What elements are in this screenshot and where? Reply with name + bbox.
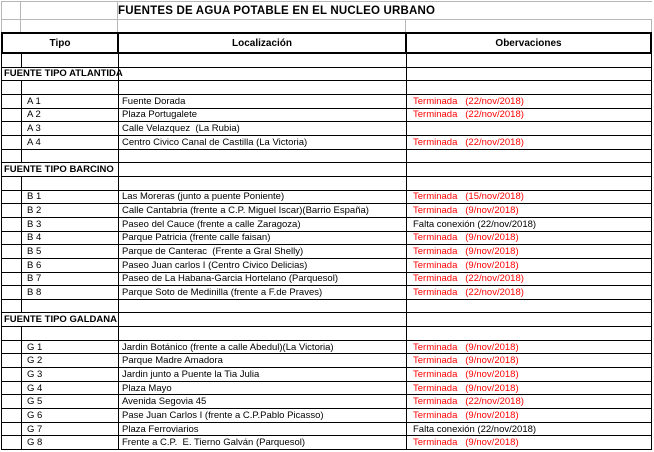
cell-localizacion[interactable]: Paseo del Cauce (frente a calle Zaragoza) bbox=[119, 218, 407, 231]
cell-blank[interactable] bbox=[2, 204, 22, 217]
cell-blank[interactable] bbox=[2, 109, 22, 122]
cell-blank[interactable] bbox=[407, 68, 652, 81]
cell-blank[interactable] bbox=[119, 177, 407, 190]
cell-tipo[interactable]: G 6 bbox=[22, 409, 119, 422]
section-row-galdana bbox=[1, 313, 652, 327]
cell-blank[interactable] bbox=[2, 423, 22, 436]
cell-tipo[interactable]: A 4 bbox=[22, 136, 119, 149]
cell-blank[interactable] bbox=[119, 150, 407, 163]
cell-observaciones[interactable]: Terminada (9/nov/2018) bbox=[407, 259, 652, 272]
page-title[interactable]: FUENTES DE AGUA POTABLE EN EL NUCLEO URBANO bbox=[118, 4, 436, 17]
table-row bbox=[1, 436, 652, 450]
cell-blank[interactable] bbox=[407, 163, 652, 176]
cell-localizacion[interactable]: Calle Velazquez (La Rubia) bbox=[119, 122, 407, 135]
cell-tipo[interactable]: A 2 bbox=[22, 109, 119, 122]
cell-localizacion[interactable]: Fuente Dorada bbox=[119, 95, 407, 108]
cell-blank[interactable] bbox=[22, 177, 119, 190]
blank-row bbox=[1, 54, 652, 68]
cell-tipo[interactable]: G 8 bbox=[22, 436, 119, 449]
cell-observaciones[interactable]: Falta conexión (22/nov/2018) bbox=[407, 423, 652, 436]
blank-row bbox=[1, 81, 652, 95]
title-row bbox=[1, 1, 652, 20]
cell-blank[interactable] bbox=[407, 313, 652, 326]
cell-blank[interactable] bbox=[2, 395, 22, 408]
cell-localizacion[interactable]: Avenida Segovia 45 bbox=[119, 395, 407, 408]
cell-blank[interactable] bbox=[22, 327, 119, 340]
cell-tipo[interactable]: A 1 bbox=[22, 95, 119, 108]
table-row bbox=[1, 368, 652, 382]
cell-blank[interactable] bbox=[119, 54, 407, 67]
cell-blank[interactable] bbox=[406, 20, 652, 32]
cell-blank[interactable] bbox=[407, 300, 652, 313]
cell-observaciones[interactable]: Terminada (22/nov/2018) bbox=[407, 273, 652, 286]
cell-observaciones[interactable]: Terminada (9/nov/2018) bbox=[407, 354, 652, 367]
cell-blank[interactable] bbox=[2, 136, 22, 149]
table-row bbox=[1, 273, 652, 287]
table-row bbox=[1, 95, 652, 109]
header-observaciones[interactable]: Obervaciones bbox=[407, 34, 652, 52]
cell-blank[interactable] bbox=[2, 327, 22, 340]
cell-observaciones[interactable]: Terminada (22/nov/2018) bbox=[407, 395, 652, 408]
cell-blank[interactable] bbox=[2, 368, 22, 381]
table-row bbox=[1, 259, 652, 273]
cell-blank[interactable] bbox=[119, 81, 407, 94]
cell-tipo[interactable]: G 4 bbox=[22, 382, 119, 395]
cell-blank[interactable] bbox=[119, 68, 407, 81]
table-row bbox=[1, 204, 652, 218]
cell-observaciones[interactable]: Terminada (22/nov/2018) bbox=[407, 286, 652, 299]
cell-localizacion[interactable]: Plaza Mayo bbox=[119, 382, 407, 395]
cell-blank[interactable] bbox=[407, 150, 652, 163]
table-row bbox=[1, 286, 652, 300]
cell-blank[interactable] bbox=[2, 122, 22, 135]
blank-row bbox=[1, 327, 652, 341]
cell-blank[interactable] bbox=[22, 54, 119, 67]
cell-observaciones[interactable]: Terminada (22/nov/2018) bbox=[407, 95, 652, 108]
cell-localizacion[interactable]: Plaza Portugalete bbox=[119, 109, 407, 122]
section-title[interactable]: FUENTE TIPO BARCINO bbox=[2, 163, 119, 176]
cell-blank[interactable] bbox=[407, 177, 652, 190]
cell-blank[interactable] bbox=[1, 20, 21, 32]
cell-observaciones[interactable]: Terminada (22/nov/2018) bbox=[407, 136, 652, 149]
section-row-atlantida bbox=[1, 68, 652, 82]
cell-tipo[interactable]: B 4 bbox=[22, 232, 119, 245]
table-row bbox=[1, 382, 652, 396]
cell-blank[interactable] bbox=[2, 218, 22, 231]
cell-localizacion[interactable]: Parque Madre Amadora bbox=[119, 354, 407, 367]
cell-observaciones[interactable] bbox=[407, 122, 652, 135]
cell-localizacion[interactable]: Plaza Ferroviarios bbox=[119, 423, 407, 436]
table-row bbox=[1, 395, 652, 409]
cell-blank[interactable] bbox=[119, 163, 407, 176]
cell-blank[interactable] bbox=[119, 300, 407, 313]
cell-tipo[interactable]: B 2 bbox=[22, 204, 119, 217]
table-row bbox=[1, 423, 652, 437]
blank-row bbox=[1, 150, 652, 164]
cell-observaciones[interactable]: Terminada (9/nov/2018) bbox=[407, 409, 652, 422]
cell-blank[interactable] bbox=[407, 327, 652, 340]
cell-observaciones[interactable]: Falta conexión (22/nov/2018) bbox=[407, 218, 652, 231]
cell-blank[interactable] bbox=[2, 286, 22, 299]
cell-localizacion[interactable]: Paseo Juan carlos I (Centro Civico Delicias) bbox=[119, 259, 407, 272]
cell-blank[interactable] bbox=[407, 81, 652, 94]
cell-localizacion[interactable]: Parque Patricia (frente calle faisan) bbox=[119, 232, 407, 245]
cell-blank[interactable] bbox=[2, 382, 22, 395]
cell-observaciones[interactable]: Terminada (9/nov/2018) bbox=[407, 232, 652, 245]
cell-localizacion[interactable]: Parque Soto de Medinilla (frente a F.de Praves) bbox=[119, 286, 407, 299]
cell-tipo[interactable]: B 8 bbox=[22, 286, 119, 299]
cell-observaciones[interactable]: Terminada (9/nov/2018) bbox=[407, 341, 652, 354]
section-title[interactable]: FUENTE TIPO ATLANTIDA bbox=[4, 68, 123, 80]
header-tipo[interactable]: Tipo bbox=[3, 34, 119, 52]
cell-localizacion[interactable]: Centro Civico Canal de Castilla (La Victoria) bbox=[119, 136, 407, 149]
section-title[interactable]: FUENTE TIPO GALDANA bbox=[2, 313, 119, 326]
cell-localizacion[interactable]: Parque de Canterac (Frente a Gral Shelly) bbox=[119, 245, 407, 258]
cell-blank[interactable] bbox=[21, 2, 118, 19]
cell-localizacion[interactable]: Pase Juan Carlos I (frente a C.P.Pablo Picasso) bbox=[119, 409, 407, 422]
table-row bbox=[1, 136, 652, 150]
cell-blank[interactable] bbox=[2, 341, 22, 354]
column-header-row bbox=[1, 32, 652, 54]
cell-tipo[interactable]: B 5 bbox=[22, 245, 119, 258]
cell-tipo[interactable]: A 3 bbox=[22, 122, 119, 135]
table-row bbox=[1, 354, 652, 368]
cell-blank[interactable] bbox=[2, 409, 22, 422]
cell-blank[interactable] bbox=[22, 300, 119, 313]
cell-blank[interactable] bbox=[22, 81, 119, 94]
cell-blank[interactable] bbox=[119, 313, 407, 326]
cell-tipo[interactable]: G 2 bbox=[22, 354, 119, 367]
cell-blank[interactable] bbox=[2, 54, 22, 67]
cell-tipo[interactable]: G 3 bbox=[22, 368, 119, 381]
cell-tipo[interactable]: G 1 bbox=[22, 341, 119, 354]
table-row bbox=[1, 191, 652, 205]
header-localizacion[interactable]: Localización bbox=[119, 34, 407, 52]
cell-blank[interactable] bbox=[2, 300, 22, 313]
cell-blank[interactable] bbox=[2, 191, 22, 204]
cell-localizacion[interactable]: Calle Cantabria (frente a C.P. Miguel Iscar)(Barrio España) bbox=[119, 204, 407, 217]
cell-localizacion[interactable]: Jardin Botánico (frente a calle Abedul)(La Victoria) bbox=[119, 341, 407, 354]
cell-blank[interactable] bbox=[2, 245, 22, 258]
cell-localizacion[interactable]: Jardin junto a Puente la Tia Julia bbox=[119, 368, 407, 381]
cell-blank[interactable] bbox=[21, 20, 118, 32]
cell-localizacion[interactable]: Las Moreras (junto a puente Poniente) bbox=[119, 191, 407, 204]
cell-tipo[interactable]: B 6 bbox=[22, 259, 119, 272]
cell-blank[interactable] bbox=[2, 436, 22, 449]
cell-tipo[interactable]: G 5 bbox=[22, 395, 119, 408]
cell-blank[interactable] bbox=[2, 259, 22, 272]
table-body bbox=[1, 54, 652, 450]
cell-blank[interactable] bbox=[118, 20, 406, 32]
cell-blank[interactable] bbox=[2, 150, 22, 163]
table-row bbox=[1, 232, 652, 246]
cell-blank[interactable] bbox=[2, 177, 22, 190]
cell-blank[interactable] bbox=[1, 2, 21, 19]
table-row bbox=[1, 122, 652, 136]
cell-tipo[interactable]: B 3 bbox=[22, 218, 119, 231]
table-row bbox=[1, 245, 652, 259]
table-row bbox=[1, 409, 652, 423]
blank-row bbox=[1, 177, 652, 191]
cell-observaciones[interactable]: Terminada (9/nov/2018) bbox=[407, 204, 652, 217]
water-fountains-table bbox=[1, 1, 652, 450]
cell-blank[interactable] bbox=[2, 354, 22, 367]
cell-blank[interactable] bbox=[2, 95, 22, 108]
cell-blank[interactable] bbox=[119, 327, 407, 340]
table-row bbox=[1, 109, 652, 123]
cell-observaciones[interactable]: Terminada (9/nov/2018) bbox=[407, 245, 652, 258]
blank-row bbox=[1, 20, 652, 32]
cell-tipo[interactable]: B 7 bbox=[22, 273, 119, 286]
cell-localizacion[interactable]: Frente a C.P. E. Tierno Galván (Parquesol) bbox=[119, 436, 407, 449]
table-row bbox=[1, 341, 652, 355]
cell-localizacion[interactable]: Paseo de La Habana-Garcia Hortelano (Parquesol) bbox=[119, 273, 407, 286]
section-row-barcino bbox=[1, 163, 652, 177]
cell-blank[interactable] bbox=[407, 54, 652, 67]
cell-blank[interactable] bbox=[22, 150, 119, 163]
cell-blank[interactable] bbox=[2, 273, 22, 286]
cell-observaciones[interactable]: Terminada (15/nov/2018) bbox=[407, 191, 652, 204]
table-row bbox=[1, 218, 652, 232]
cell-observaciones[interactable]: Terminada (9/nov/2018) bbox=[407, 368, 652, 381]
cell-blank[interactable] bbox=[2, 232, 22, 245]
cell-tipo[interactable]: B 1 bbox=[22, 191, 119, 204]
blank-row bbox=[1, 300, 652, 314]
cell-observaciones[interactable]: Terminada (9/nov/2018) bbox=[407, 436, 652, 449]
cell-observaciones[interactable]: Terminada (9/nov/2018) bbox=[407, 382, 652, 395]
cell-blank[interactable] bbox=[2, 81, 22, 94]
cell-tipo[interactable]: G 7 bbox=[22, 423, 119, 436]
cell-observaciones[interactable]: Terminada (22/nov/2018) bbox=[407, 109, 652, 122]
